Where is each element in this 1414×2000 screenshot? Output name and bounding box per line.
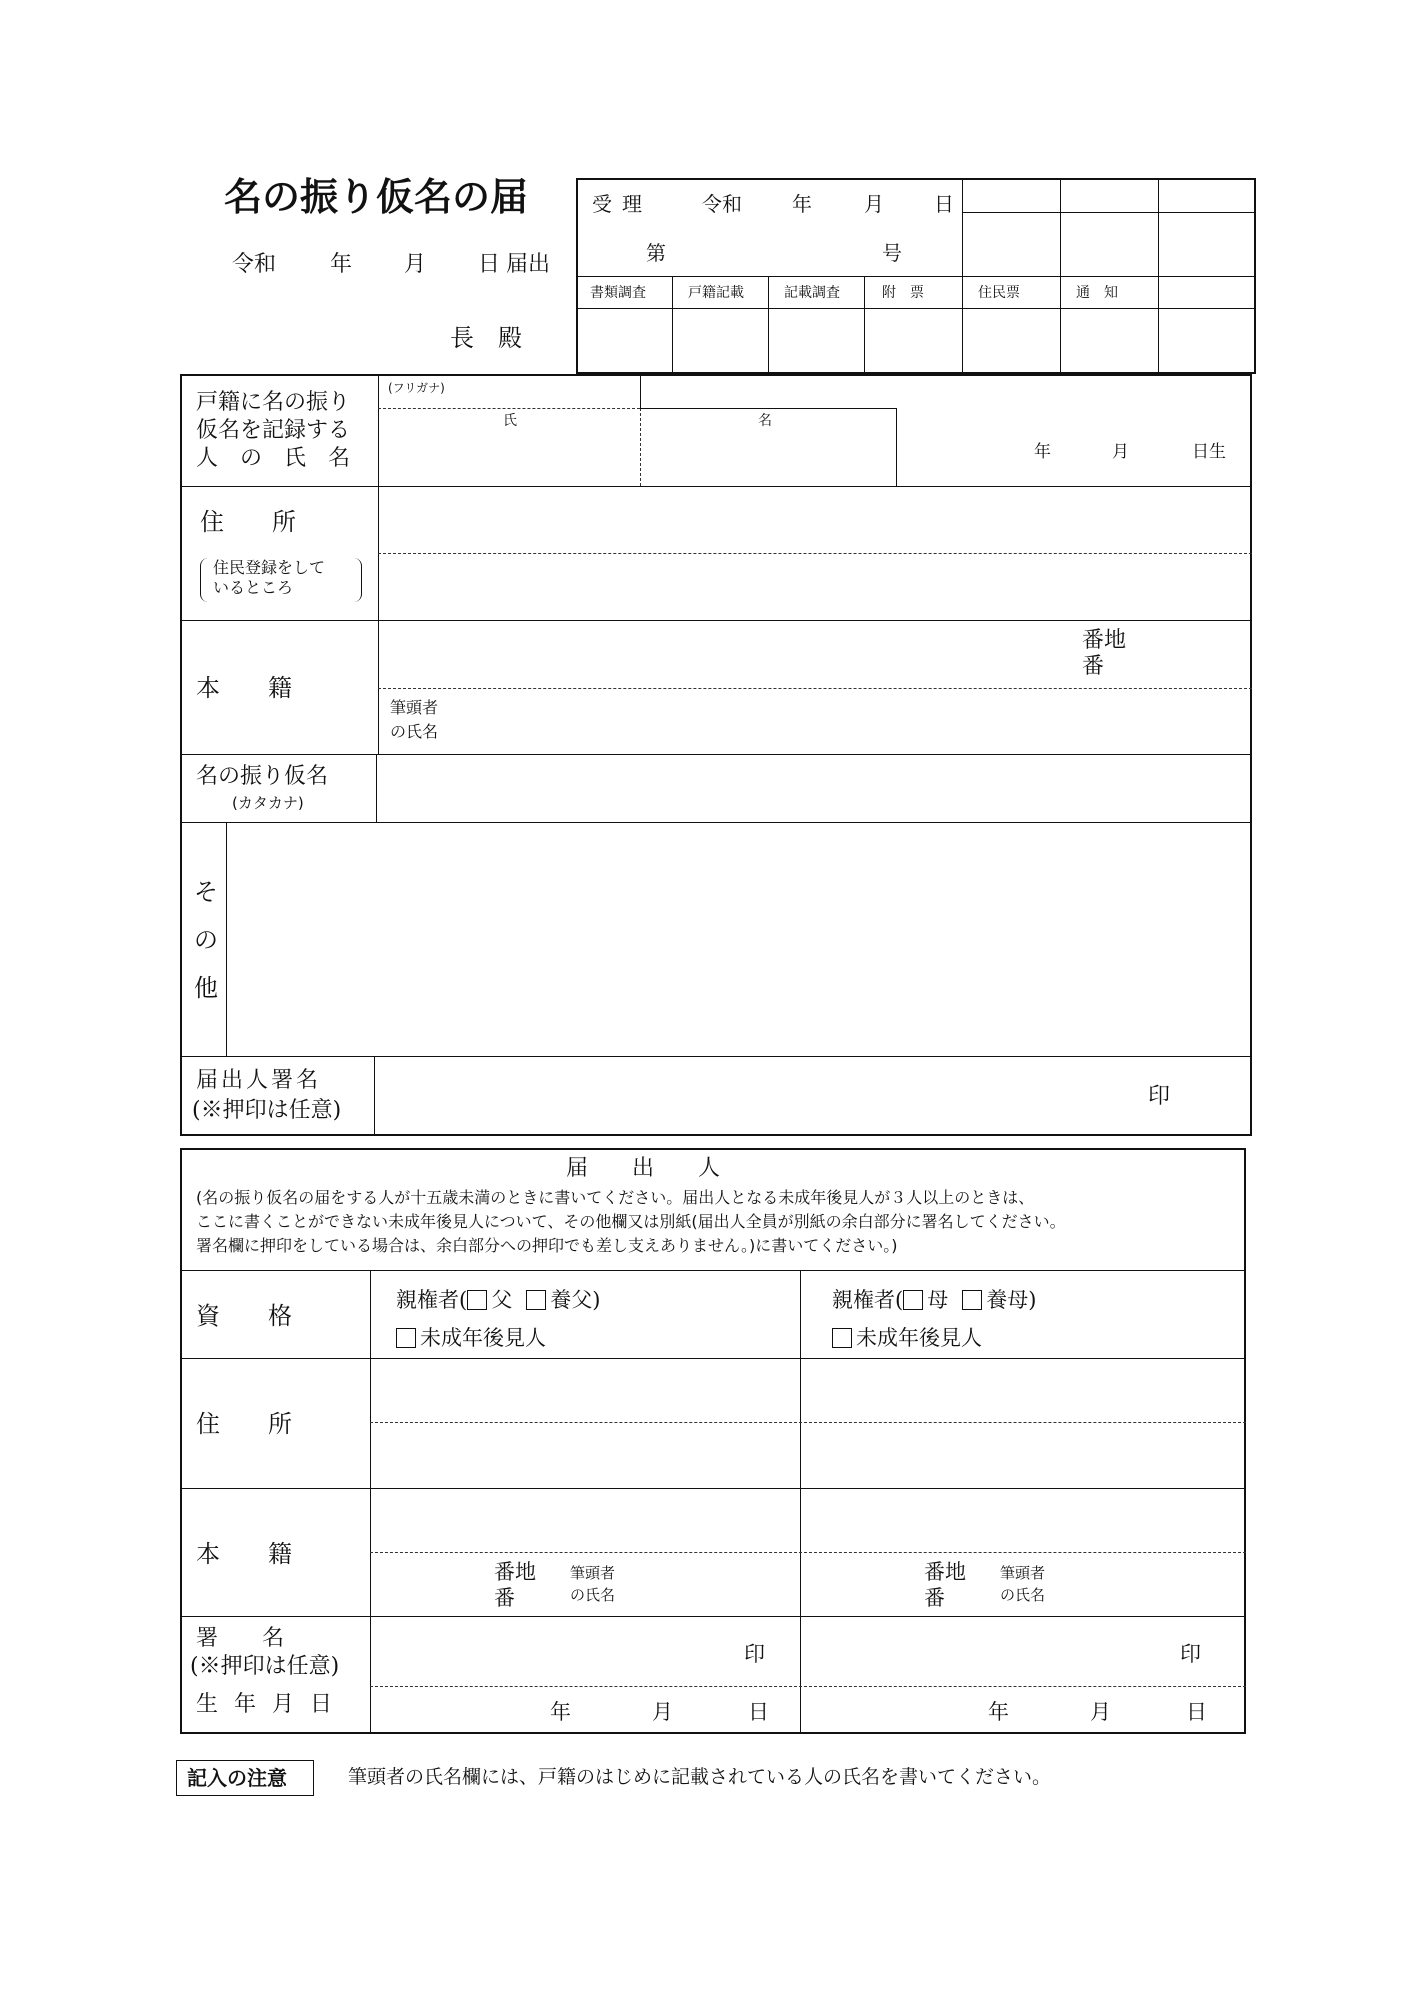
left-address-input-2[interactable] bbox=[376, 1430, 794, 1480]
furigana-label: (フリガナ) bbox=[388, 381, 445, 395]
left-head-line2: の氏名 bbox=[570, 1586, 616, 1604]
left-honseki-input[interactable] bbox=[376, 1496, 794, 1546]
right-seal: 印 bbox=[1180, 1642, 1201, 1666]
right-guardian-label: 未成年後見人 bbox=[856, 1326, 982, 1350]
number-suffix: 号 bbox=[882, 241, 902, 265]
right-signature-input[interactable] bbox=[806, 1626, 1166, 1680]
right-mother-label: 母 bbox=[927, 1288, 949, 1312]
office-check-5: 住民票 bbox=[978, 285, 1020, 301]
person-label-line1: 戸籍に名の振り bbox=[196, 390, 351, 415]
right-banchi: 番地 bbox=[924, 1560, 966, 1584]
left-guardian-checkbox[interactable] bbox=[396, 1328, 416, 1348]
office-check-1: 書類調査 bbox=[590, 285, 646, 301]
notifier-address-label: 住 所 bbox=[196, 1410, 292, 1438]
note-text: 筆頭者の氏名欄には、戸籍のはじめに記載されている人の氏名を書いてください。 bbox=[348, 1766, 1052, 1788]
qualification-label: 資 格 bbox=[196, 1302, 292, 1330]
office-check-3: 記載調査 bbox=[784, 285, 840, 301]
right-birth-month: 月 bbox=[1090, 1700, 1111, 1724]
received-era: 令和 bbox=[702, 192, 742, 216]
submission-date-month: 月 bbox=[404, 252, 427, 277]
reading-input[interactable] bbox=[382, 762, 1244, 816]
submission-date-era: 令和 bbox=[232, 252, 277, 277]
received-month: 月 bbox=[864, 192, 884, 216]
honseki-label: 本 籍 bbox=[196, 674, 292, 702]
signature-label-line1: 届出人署名 bbox=[196, 1068, 322, 1093]
right-birth-year: 年 bbox=[988, 1700, 1009, 1724]
notifier-note-line3: 署名欄に押印をしている場合は、余白部分への押印でも差し支えありません。)に書いてください。) bbox=[196, 1236, 898, 1255]
left-guardian-label: 未成年後見人 bbox=[420, 1326, 546, 1350]
office-check-6: 通 知 bbox=[1076, 285, 1118, 301]
signature-seal: 印 bbox=[1148, 1084, 1171, 1109]
submission-date-suffix: 届出 bbox=[506, 252, 551, 277]
other-textarea[interactable] bbox=[232, 828, 1244, 1050]
notifier-honseki-label: 本 籍 bbox=[196, 1540, 292, 1568]
right-ban: 番 bbox=[924, 1586, 945, 1610]
office-check-4: 附 票 bbox=[882, 285, 924, 301]
right-adoptive-mother-checkbox[interactable] bbox=[962, 1290, 982, 1310]
left-parent-prefix: 親権者( bbox=[396, 1288, 468, 1312]
surname-input[interactable] bbox=[382, 432, 636, 482]
honseki-head-line1: 筆頭者 bbox=[390, 698, 439, 717]
notifier-sign-label-line1: 署 名 bbox=[196, 1626, 285, 1651]
right-head-line1: 筆頭者 bbox=[1000, 1564, 1046, 1582]
birth-day-label: 日生 bbox=[1192, 442, 1226, 462]
right-parent-prefix: 親権者( bbox=[832, 1288, 904, 1312]
other-label-char3: 他 bbox=[194, 974, 218, 1002]
notifier-note-line1: (名の振り仮名の届をする人が十五歳未満のときに書いてください。届出人となる未成年後見人が３人以上のときは、 bbox=[196, 1188, 1035, 1207]
left-birth-month: 月 bbox=[652, 1700, 673, 1724]
left-ban: 番 bbox=[494, 1586, 515, 1610]
surname-label: 氏 bbox=[503, 413, 517, 429]
received-day: 日 bbox=[934, 192, 954, 216]
birth-year-label: 年 bbox=[1034, 442, 1051, 462]
right-adoptive-mother-label: 養母) bbox=[986, 1288, 1037, 1312]
notifier-birth-label: 生年月日 bbox=[196, 1692, 349, 1717]
honseki-banchi: 番地 bbox=[1082, 628, 1127, 653]
left-adoptive-father-checkbox[interactable] bbox=[526, 1290, 546, 1310]
left-address-input-1[interactable] bbox=[376, 1366, 794, 1416]
person-label-line3: 人 の 氏 名 bbox=[196, 446, 351, 471]
right-address-input-2[interactable] bbox=[806, 1430, 1240, 1480]
right-parent-row bbox=[832, 1284, 1036, 1314]
note-label-box bbox=[176, 1760, 314, 1796]
left-father-label: 父 bbox=[491, 1288, 513, 1312]
right-guardian-row bbox=[832, 1322, 982, 1352]
left-guardian-row bbox=[396, 1322, 546, 1352]
right-birth-day: 日 bbox=[1186, 1700, 1207, 1724]
given-name-label: 名 bbox=[758, 413, 772, 429]
submission-date-year: 年 bbox=[330, 252, 353, 277]
left-banchi: 番地 bbox=[494, 1560, 536, 1584]
notifier-note-line2: ここに書くことができない未成年後見人について、その他欄又は別紙(届出人全員が別紙の余白部分に署名してください。 bbox=[196, 1212, 1066, 1231]
reading-label: 名の振り仮名 bbox=[196, 764, 329, 789]
honseki-input[interactable] bbox=[384, 630, 1064, 680]
honseki-ban: 番 bbox=[1082, 654, 1105, 679]
signature-input[interactable] bbox=[380, 1066, 1140, 1126]
right-head-line2: の氏名 bbox=[1000, 1586, 1046, 1604]
left-parent-row bbox=[396, 1284, 600, 1314]
addressee: 長 殿 bbox=[450, 324, 522, 352]
address-input-line1[interactable] bbox=[384, 496, 1244, 546]
left-birth-year: 年 bbox=[550, 1700, 571, 1724]
other-label-char1: そ bbox=[194, 878, 218, 906]
given-name-input[interactable] bbox=[644, 432, 892, 482]
birth-month-label: 月 bbox=[1112, 442, 1129, 462]
address-note bbox=[200, 558, 362, 602]
right-guardian-checkbox[interactable] bbox=[832, 1328, 852, 1348]
form-title: 名の振り仮名の届 bbox=[224, 175, 529, 219]
honseki-head-line2: の氏名 bbox=[390, 722, 439, 741]
person-label-line2: 仮名を記録する bbox=[196, 418, 351, 443]
honseki-head-input[interactable] bbox=[460, 696, 1240, 746]
address-input-line2[interactable] bbox=[384, 562, 1244, 612]
left-adoptive-father-label: 養父) bbox=[550, 1288, 601, 1312]
office-check-2: 戸籍記載 bbox=[688, 285, 744, 301]
received-label: 受理 bbox=[592, 192, 652, 216]
right-mother-checkbox[interactable] bbox=[903, 1290, 923, 1310]
left-head-line1: 筆頭者 bbox=[570, 1564, 616, 1582]
received-year: 年 bbox=[792, 192, 812, 216]
notifier-sign-label-line2: (※押印は任意) bbox=[190, 1654, 340, 1679]
right-honseki-input[interactable] bbox=[806, 1496, 1240, 1546]
left-father-checkbox[interactable] bbox=[467, 1290, 487, 1310]
address-note-line1: 住民登録をして bbox=[213, 558, 326, 577]
left-birth-day: 日 bbox=[748, 1700, 769, 1724]
address-label: 住 所 bbox=[200, 508, 296, 536]
left-signature-input[interactable] bbox=[376, 1626, 716, 1680]
submission-date-day: 日 bbox=[478, 252, 501, 277]
notifier-title: 届 出 人 bbox=[566, 1156, 721, 1181]
left-seal: 印 bbox=[744, 1642, 765, 1666]
other-label-char2: の bbox=[194, 926, 218, 954]
number-prefix: 第 bbox=[646, 241, 666, 265]
signature-label-line2: (※押印は任意) bbox=[192, 1098, 342, 1123]
right-address-input-1[interactable] bbox=[806, 1366, 1240, 1416]
reading-sublabel: (カタカナ) bbox=[232, 794, 304, 812]
address-note-line2: いるところ bbox=[213, 578, 294, 597]
note-label: 記入の注意 bbox=[187, 1766, 287, 1790]
